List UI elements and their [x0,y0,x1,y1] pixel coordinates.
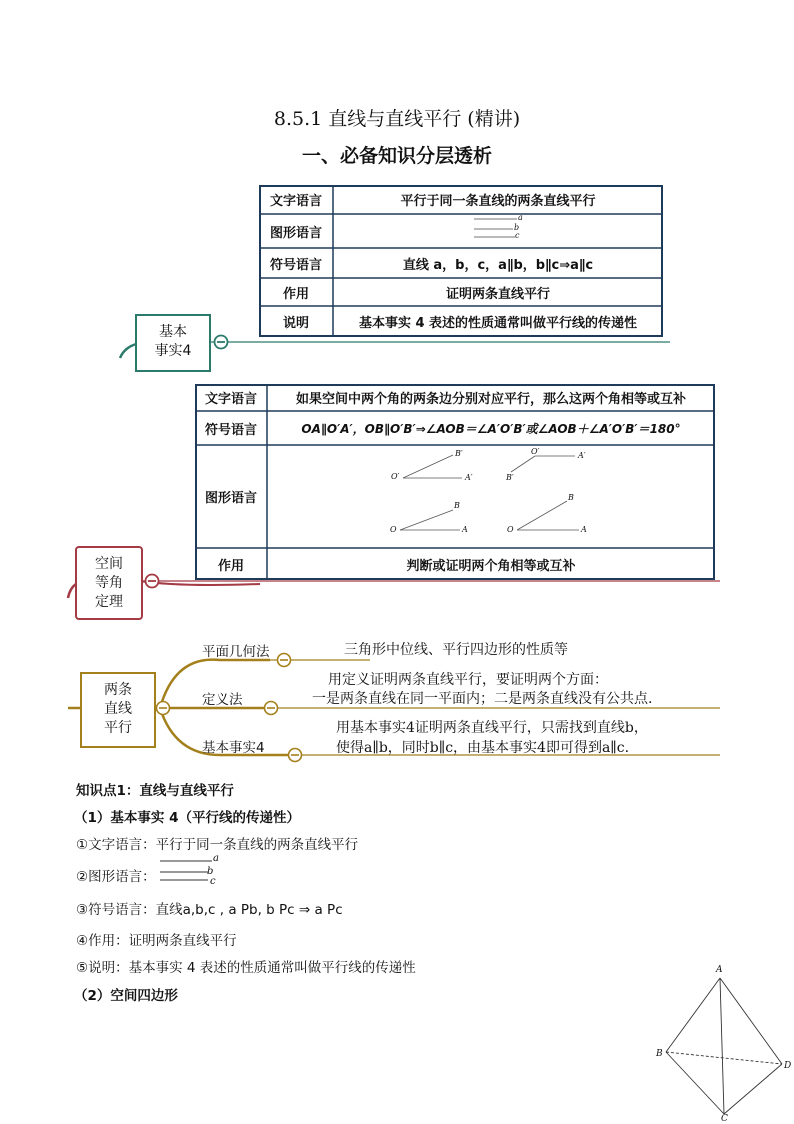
row-label: 文字语言 [269,194,322,209]
branch-text-basic-fact-1: 用基本事实4证明两条直线平行，只需找到直线b， [336,720,648,736]
note-line-3: ③符号语言：直线a,b,c , a Pb, b Pc ⇒ a Pc [76,902,343,918]
branch-text-definition-1: 用定义证明两条直线平行，要证明两个方面： [328,672,608,688]
note-line-1: ①文字语言：平行于同一条直线的两条直线平行 [76,837,359,853]
branch-label-definition: 定义法 [202,692,243,708]
section-heading: 一、必备知识分层透析 [301,145,492,167]
fig-label-A1: A [462,525,468,534]
knowledge-point-1: 知识点1：直线与直线平行 [76,783,234,799]
mindmap-root: 两条 直线 平行 [80,672,156,748]
fig-label-B1: B [454,501,460,510]
row-label: 作用 [217,558,244,574]
fig-label-O2p: O′ [531,447,540,456]
fig-label-a: a [518,213,523,222]
row-value: OA∥O′A′，OB∥O′B′⇒∠AOB＝∠A′O′B′或∠AOB＋∠A′O′B′＝180° [301,421,681,436]
fig-label-A2p: A′ [578,451,586,460]
fig-label-O2: O [507,525,514,534]
branch-label-plane-geometry: 平面几何法 [202,644,270,660]
row-value: 平行于同一条直线的两条直线平行 [400,194,596,209]
row-label: 说明 [282,316,309,331]
branch-text-basic-fact-2: 使得a∥b，同时b∥c，由基本事实4即可得到a∥c. [336,740,630,756]
fig-label-b: b [514,223,520,232]
fig-label-A2: A [581,525,587,534]
fig-a: a [213,853,219,864]
row-value: 基本事实 4 表述的性质通常叫做平行线的传递性 [358,316,638,331]
fig-label-c: c [515,231,520,240]
row-label: 符号语言 [204,422,257,438]
fig-c: c [210,876,216,887]
branch-label-basic-fact: 基本事实4 [202,740,265,756]
note-line-5: ⑤说明：基本事实 4 表述的性质通常叫做平行线的传递性 [76,960,416,976]
branch-text-plane-geometry: 三角形中位线、平行四边形的性质等 [344,642,568,658]
row-label: 符号语言 [269,257,322,273]
fig-b: b [207,866,214,877]
tetrahedron-figure [650,968,794,1123]
row-value: 如果空间中两个角的两条边分别对应平行，那么这两个角相等或互补 [295,392,686,407]
node-basic-fact-4: 基本 事实4 [135,314,211,372]
note-line-2: ②图形语言： [76,869,156,885]
fig-label-O1p: O′ [391,472,400,481]
fig-label-B2: B [568,493,574,502]
fig-label-B2p: B′ [506,473,514,482]
page-title: 8.5.1 直线与直线平行 (精讲) [273,108,521,130]
row-value: 直线 a，b，c，a∥b，b∥c⇒a∥c [402,257,594,273]
tetra-A: A [716,965,723,975]
subsection-1: （1）基本事实 4（平行线的传递性） [74,810,300,826]
subsection-2: （2）空间四边形 [74,988,178,1004]
row-label: 文字语言 [204,392,257,407]
tetra-B: B [656,1049,663,1059]
branch-text-definition-2: 一是两条直线在同一平面内；二是两条直线没有公共点. [312,691,653,707]
tetra-C: C [721,1114,728,1124]
row-label: 图形语言 [204,491,257,506]
row-label: 图形语言 [269,225,322,241]
fig-label-O1: O [390,525,397,534]
fig-label-A1p: A′ [465,473,473,482]
row-value: 判断或证明两个角相等或互补 [406,558,576,574]
node-equal-angle-theorem: 空间 等角 定理 [75,546,143,620]
node-connector-2 [60,550,740,620]
fig-label-B1p: B′ [455,449,463,458]
row-label: 作用 [282,286,309,302]
row-value: 证明两条直线平行 [445,286,550,302]
note-line-4: ④作用：证明两条直线平行 [76,933,237,949]
tetra-D: D [784,1061,792,1071]
